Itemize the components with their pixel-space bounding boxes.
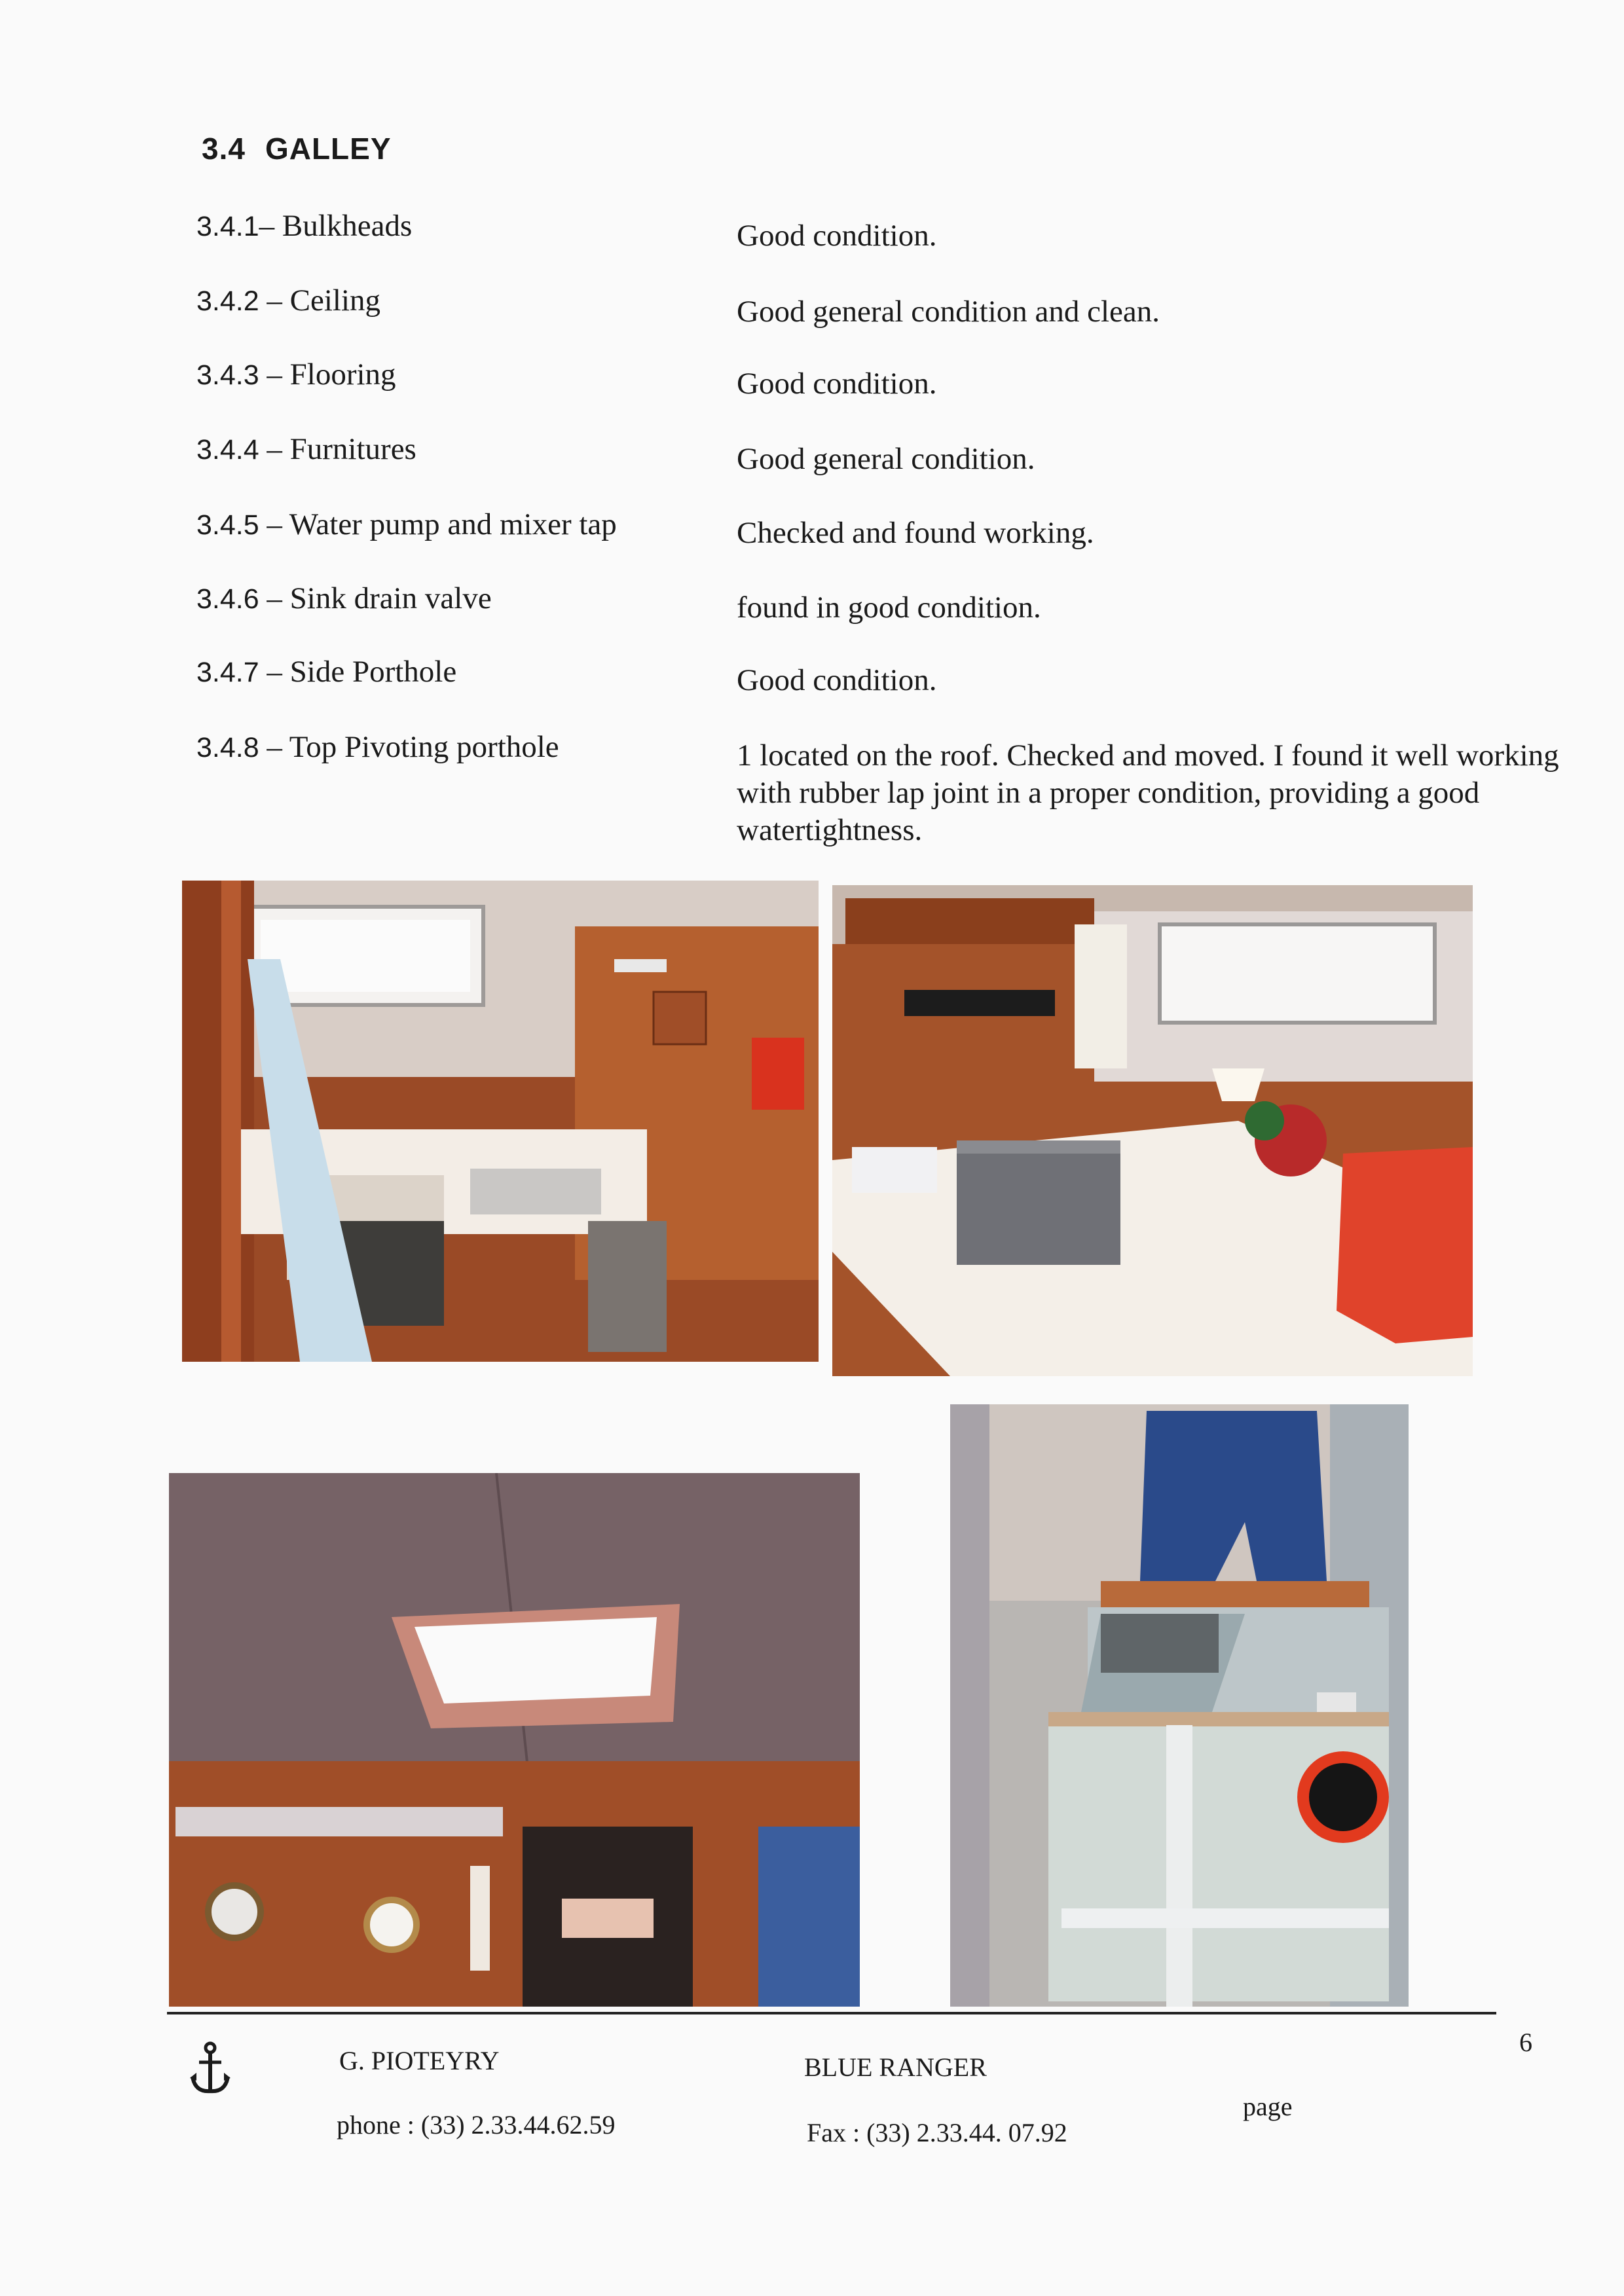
- item-value: Good general condition and clean.: [737, 295, 1160, 329]
- footer-phone: phone : (33) 2.33.44.62.59: [337, 2110, 616, 2140]
- item-value: Good general condition.: [737, 442, 1035, 476]
- galley-sink-photo: [182, 881, 819, 1362]
- item-value: Checked and found working.: [737, 516, 1094, 550]
- page-number: 6: [1519, 2028, 1532, 2057]
- footer-rule: [167, 2012, 1496, 2014]
- item-label: 3.4.2 – Ceiling: [196, 283, 381, 318]
- section-title: GALLEY: [265, 132, 392, 166]
- item-label: 3.4.3 – Flooring: [196, 357, 396, 392]
- item-value: Good condition.: [737, 367, 937, 401]
- item-label: 3.4.4 – Furnitures: [196, 432, 416, 466]
- section-heading: [202, 131, 392, 166]
- footer-name: G. PIOTEYRY: [339, 2046, 500, 2075]
- saloon-table-photo: [832, 885, 1473, 1376]
- bilge-floor-photo: [950, 1404, 1409, 2007]
- item-label: 3.4.5 – Water pump and mixer tap: [196, 507, 617, 541]
- footer-boat-name: BLUE RANGER: [804, 2052, 987, 2082]
- item-value: Good condition.: [737, 219, 937, 253]
- item-label: 3.4.7 – Side Porthole: [196, 655, 457, 689]
- item-value: Good condition.: [737, 663, 937, 697]
- anchor-icon: [189, 2041, 232, 2096]
- section-number: 3.4: [202, 132, 246, 166]
- footer-fax: Fax : (33) 2.33.44. 07.92: [807, 2118, 1067, 2147]
- item-value: 1 located on the roof. Checked and moved. I found it well working with rubber lap joint in a proper condition, providing a good watertightness.: [737, 738, 1559, 847]
- item-label: 3.4.8 – Top Pivoting porthole: [196, 730, 559, 764]
- item-label: 3.4.6 – Sink drain valve: [196, 581, 492, 615]
- ceiling-hatch-photo: [169, 1473, 860, 2007]
- footer-page-label: page: [1243, 2092, 1293, 2121]
- item-label: 3.4.1– Bulkheads: [196, 209, 413, 243]
- item-value: found in good condition.: [737, 591, 1041, 625]
